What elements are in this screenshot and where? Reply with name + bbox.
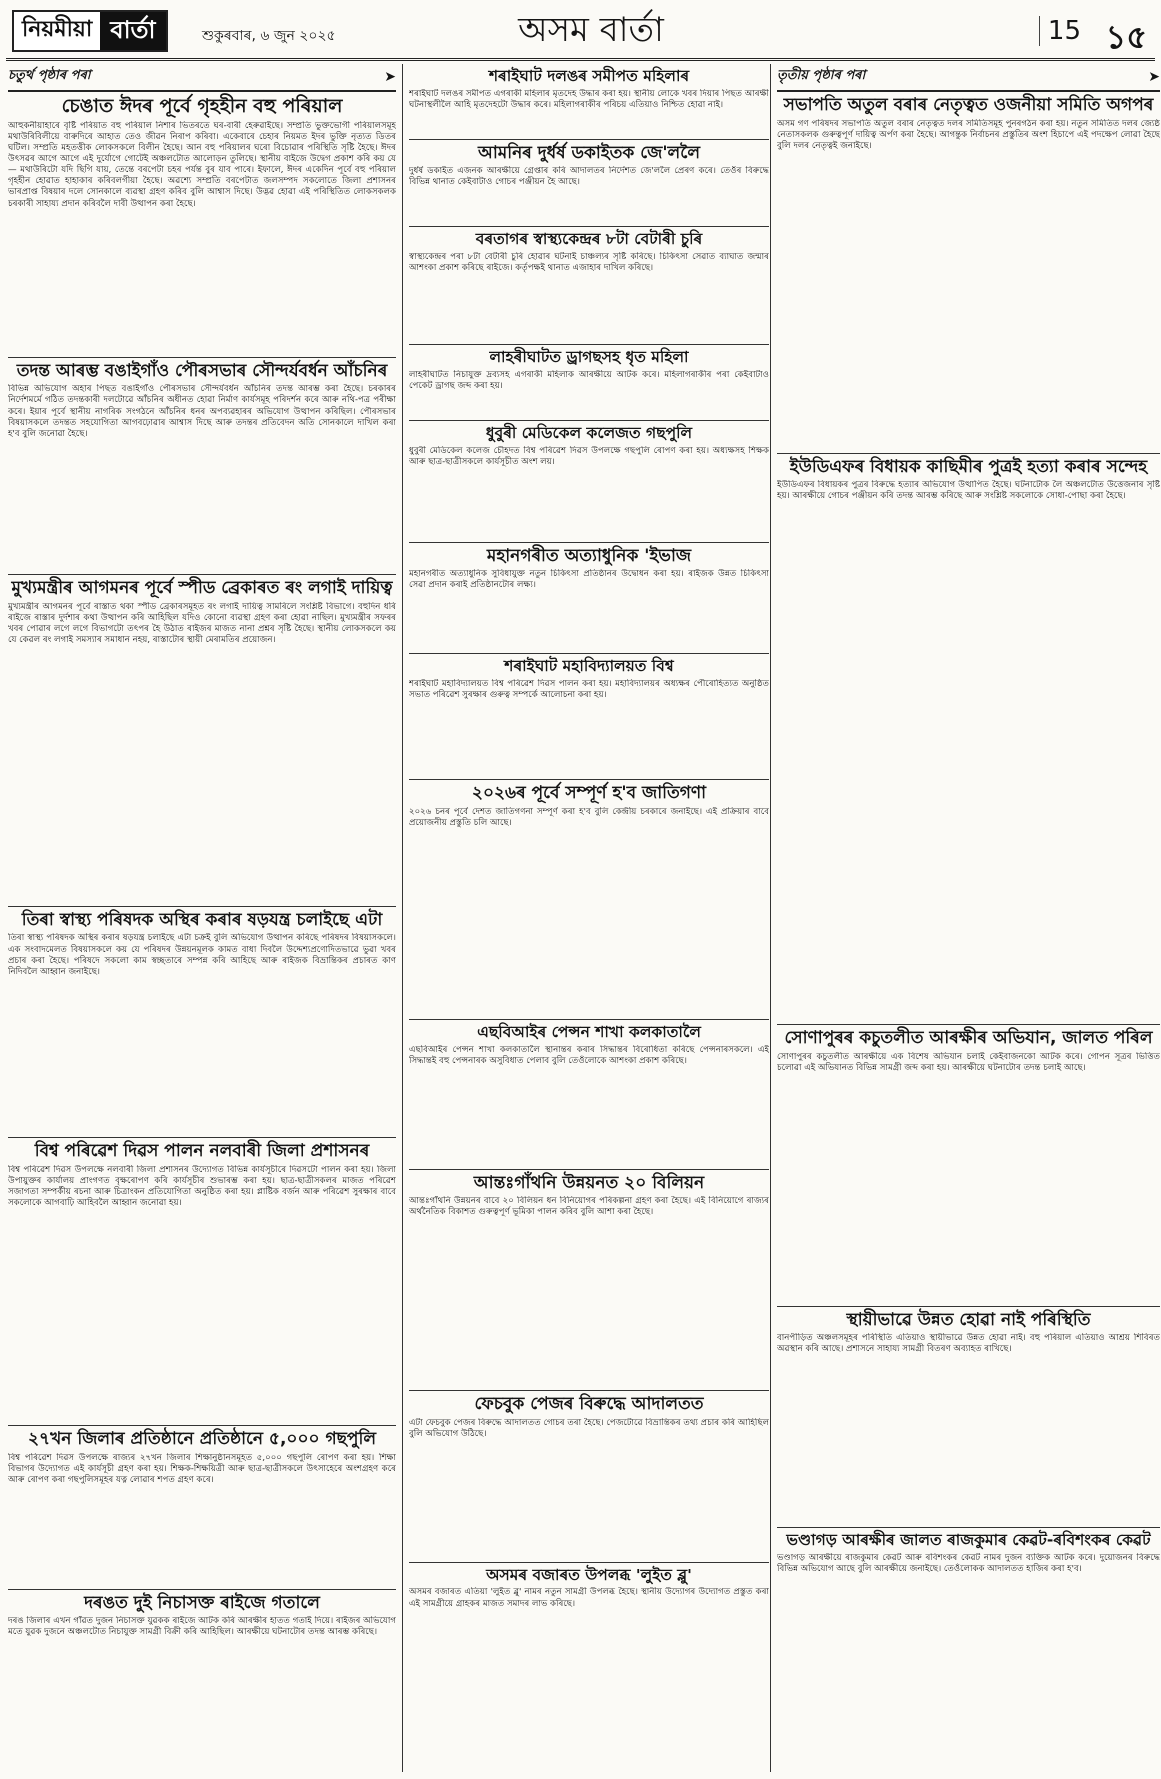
section-title: অসম বাৰ্তা: [518, 10, 664, 50]
article: [8, 96, 396, 353]
article-body: অসম গণ পৰিষদৰ সভাপতি অতুল বৰাৰ নেতৃত্বত দলৰ সমিতিসমূহ পুনৰগঠন কৰা হয়। নতুন সমিতিত দলৰ জ্যেষ্ঠ নেতাসকলক গুৰুত্বপূৰ্ণ দায়িত্ব অৰ্পণ কৰা হৈছে। আগন্তুক নিৰ্বাচনৰ প্ৰস্তুতিৰ অংশ হিচাপে এই পদক্ষেপ লোৱা হৈছে বুলি দলৰ নেতৃত্বই জনাইছে।: [777, 118, 1160, 151]
article: [8, 1142, 396, 1421]
article: [409, 658, 769, 775]
article-headline: আন্তঃগাঁথনি উন্নয়নত ২০ বিলিয়ন: [473, 1172, 705, 1193]
article-headline: তিৰা স্বাস্থ্য পৰিষদক অস্থিৰ কৰাৰ ষড়যন্ত্ৰ চলাইছে এটা: [21, 909, 383, 930]
article-body: ২০২৬ চনৰ পূৰ্বে দেশত জাতিগণনা সম্পূৰ্ণ কৰা হ'ব বুলি কেন্দ্ৰীয় চৰকাৰে জনাইছে। এই প্ৰক্ৰিয়াৰ বাবে প্ৰয়োজনীয় প্ৰস্তুতি চলি আছে।: [409, 806, 769, 828]
article-headline: শৰাইঘাট দলঙৰ সমীপত মহিলাৰ: [488, 67, 690, 85]
article-body: স্বাস্থ্যকেন্দ্ৰৰ পৰা ৮টা বেটাৰী চুৰি হোৱাৰ ঘটনাই চাঞ্চল্যৰ সৃষ্টি কৰিছে। চিকিৎসা সেৱাত ব্যাঘাত জন্মাৰ আশংকা প্ৰকাশ কৰিছে ৰাইজে। কৰ্তৃপক্ষই থানাত এজাহাৰ দাখিল কৰিছে।: [409, 252, 769, 274]
article-body: বানপীড়িত অঞ্চলসমূহৰ পৰিস্থিতি এতিয়াও স্থায়ীভাৱে উন্নত হোৱা নাই। বহু পৰিয়াল এতিয়াও আশ্ৰয় শিবিৰত অৱস্থান কৰি আছে। প্ৰশাসনে সাহায্য সামগ্ৰী বিতৰণ অব্যাহত ৰাখিছে।: [777, 1333, 1160, 1355]
article: [777, 1029, 1160, 1302]
article-headline: বিশ্ব পৰিৱেশ দিৱস পালন নলবাৰী জিলা প্ৰশাসনৰ: [34, 1141, 370, 1162]
article-body: এটা ফেচবুক পেজৰ বিৰুদ্ধে আদালতত গোচৰ তৰা হৈছে। পেজটোৱে বিভ্ৰান্তিকৰ তথ্য প্ৰচাৰ কৰি আহিছিল বুলি অভিযোগ উঠিছে।: [409, 1417, 769, 1439]
column-2: [402, 64, 769, 1772]
article-headline: শৰাইঘাট মহাবিদ্যালয়ত বিশ্ব: [504, 657, 674, 676]
article-body: সোণাপুৰৰ কচুতলীত আৰক্ষীয়ে এক বিশেষ অভিযান চলাই কেইবাজনকো আটক কৰে। গোপন সূত্ৰৰ ভিত্তিত চলোৱা এই অভিযানত বিভিন্ন সামগ্ৰী জব্দ কৰা হয়। আৰক্ষীয়ে ঘটনাটোৰ তদন্ত চলাই আছে।: [777, 1051, 1160, 1073]
article: [409, 1395, 769, 1558]
article-headline: মুখ্যমন্ত্ৰীৰ আগমনৰ পূৰ্বে স্পীড ব্ৰেকাৰত ৰং লগাই দায়িত্ব: [11, 578, 393, 599]
column-1: [8, 64, 396, 1772]
page-number: 15: [1039, 16, 1081, 46]
article: [777, 1532, 1160, 1723]
article-body: বিশ্ব পৰিৱেশ দিৱস উপলক্ষে ৰাজ্যৰ ২৭খন জিলাৰ শিক্ষানুষ্ঠানসমূহত ৫,০০০ গছপুলি ৰোপণ কৰা হয়। শিক্ষা বিভাগৰ উদ্যোগত এই কাৰ্যসূচী গ্ৰহণ কৰা হয়। শিক্ষক-শিক্ষয়িত্ৰী আৰু ছাত্ৰ-ছাত্ৰীসকলে উৎসাহেৰে অংশগ্ৰহণ কৰে আৰু ৰোপণ কৰা গছপুলিসমূহৰ যত্ন লোৱাৰ শপত গ্ৰহণ কৰে।: [8, 1452, 396, 1485]
article: [777, 458, 1160, 1021]
publication-date: শুকুৰবাৰ, ৬ জুন ২০২৫: [202, 28, 336, 44]
article: [8, 1430, 396, 1585]
page-number-assamese: ১৫: [1105, 18, 1147, 56]
article-headline: সভাপতি অতুল বৰাৰ নেতৃত্বত ওজনীয়া সমিতি অগপৰ: [783, 95, 1154, 115]
article-body: তিৰা স্বাস্থ্য পৰিষদক অস্থিৰ কৰাৰ ষড়যন্ত্ৰ চলাইছে এটা চক্ৰই বুলি অভিযোগ উত্থাপন কৰিছে পৰিষদৰ বিষয়াসকলে। এক সংবাদমেলত বিষয়াসকলে কয় যে পৰিষদৰ উন্নয়নমূলক কামত বাধা দিবলৈ উদ্দেশ্যপ্ৰণোদিতভাৱে ভুৱা খবৰ প্ৰচাৰ কৰা হৈছে। পৰিষদে সকলো কাম স্বচ্ছতাৰে সম্পন্ন কৰি আহিছে আৰু ৰাইজক বিভ্ৰান্তিকৰ প্ৰচাৰত কাণ নিদিবলৈ আহ্বান জনাইছে।: [8, 933, 396, 977]
article-body: বিশ্ব পৰিৱেশ দিৱস উপলক্ষে নলবাৰী জিলা প্ৰশাসনৰ উদ্যোগত বিভিন্ন কাৰ্যসূচীৰে দিৱসটো পালন কৰা হয়। জিলা উপায়ুক্তৰ কাৰ্যালয় প্ৰাংগণত বৃক্ষৰোপণ কৰি কাৰ্যসূচীৰ শুভাৰম্ভ কৰা হয়। ছাত্ৰ-ছাত্ৰীসকলৰ মাজত পৰিৱেশ সজাগতা সম্পৰ্কীয় ৰচনা আৰু চিত্ৰাংকন প্ৰতিযোগিতা অনুষ্ঠিত কৰা হয়। প্লাষ্টিক বৰ্জন আৰু পৰিৱেশ সুৰক্ষাৰ বাবে সকলোকে আগবাঢ়ি আহিবলৈ আহ্বান জনোৱা হয়।: [8, 1165, 396, 1209]
article: [409, 784, 769, 1015]
article-body: শৰাইঘাট মহাবিদ্যালয়ত বিশ্ব পৰিৱেশ দিৱস পালন কৰা হয়। মহাবিদ্যালয়ৰ অধ্যক্ষৰ পৌৰোহিত্যত অনুষ্ঠিত সভাত পৰিৱেশ সুৰক্ষাৰ গুৰুত্ব সম্পৰ্কে আলোচনা কৰা হয়।: [409, 679, 769, 701]
article-headline: ইউডিএফৰ বিধায়ক কাছিমীৰ পুত্ৰই হত্যা কৰাৰ সন্দেহ: [789, 456, 1148, 477]
article: [8, 362, 396, 571]
article-body: আহুকনীয়াহাৰে বৃষ্টি পৰিয়াত বহু পৰিয়াল নিশাৰ ভিতৰতে ঘৰ-বাৰী হেৰুৱাইছে। সম্প্ৰতি ভুক্তভোগী পৰিয়ালসমূহ মথাউৰিবিলীয়ে বাৰুদিৰে আহাত তেও জীৱন নিৰাপ কৰিবা। একেবাৰে চেহাৰ নিয়মত ইদৰ ভুক্তি নৃত্যত ডিতৰ ঘটিল। সম্প্ৰতি মহতত্তীক লোকসকলে বিলীন হৈছে। আন বহু পৰিয়ালৰ ঘৰো বিচোৱাৰ পৰিস্থিতি সৃষ্টি হৈছে। ঈদৰ উৎসৱৰ আগে আগে এই দুৰ্যোগে গোটেই অঞ্চলটোত আলোড়ন তুলিছে। স্থানীয় বাইজে উদ্বেগ প্ৰকাশ কৰি কয় যে — মথাউৰিটো যদি ছিগি যায়, তেন্তে বৰপেটা চহৰ পৰ্যন্ত বুৰ যাব পাৰে। ইফালে, ঈদৰ একেদিন পূৰ্বে বহু পৰিয়াল গৃহহীন হোৱাত হাহাকাৰ কৰিবলগীয়া হৈছে। অৱশ্যে সম্প্ৰতি বৰপেটাত জলসম্পদ সকলোতে জিলা প্ৰশাসনৰ ভাৰপ্ৰাপ্ত বিষয়াৰ দলে সোনকালে ব্যৱস্থা গ্ৰহণ কৰিব বুলি আশ্বাস দিছে। উদ্ভৱ হোৱা এই পৰিস্থিতিত লোকসকলক চৰকাৰী সাহায্য প্ৰদান কৰিবলৈ দাবী উত্থাপন কৰা হৈছে।: [8, 120, 396, 209]
article-headline: এছবিআইৰ পেন্সন শাখা কলকাতালৈ: [477, 1022, 701, 1041]
article-body: ধুবুৰী মেডিকেল কলেজ চৌহদত বিশ্ব পৰিৱেশ দিৱস উপলক্ষে গছপুলি ৰোপণ কৰা হয়। অধ্যক্ষসহ শিক্ষক আৰু ছাত্ৰ-ছাত্ৰীসকলে কাৰ্যসূচীত অংশ লয়।: [409, 445, 769, 467]
article: [409, 547, 769, 650]
continued-label: চতুৰ্থ পৃষ্ঠাৰ পৰা ➤: [8, 64, 396, 92]
article-body: এছবিআইৰ পেন্সন শাখা কলকাতালৈ স্থানান্তৰ কৰাৰ সিদ্ধান্তৰ বিৰোধিতা কৰিছে পেন্সনাৰসকলে। এই সিদ্ধান্তই বহু পেন্সনাৰক অসুবিধাত পেলাব বুলি তেওঁলোকে আশংকা প্ৰকাশ কৰিছে।: [409, 1044, 769, 1066]
article-headline: চেঙাত ঈদৰ পূৰ্বে গৃহহীন বহু পৰিয়াল: [61, 95, 343, 117]
article: [8, 911, 396, 1134]
article-body: ভণ্ডাগড় আৰক্ষীয়ে ৰাজকুমাৰ কেৱট আৰু ৰবিশংকৰ কেৱট নামৰ দুজন ব্যক্তিক আটক কৰে। দুয়োজনৰ বিৰুদ্ধে বিভিন্ন অভিযোগ আছে বুলি আৰক্ষীয়ে জনাইছে। তেওঁলোকক আদালতত হাজিৰ কৰা হ'ব।: [777, 1553, 1160, 1575]
article: [409, 1024, 769, 1165]
article-body: মুখ্যমন্ত্ৰীৰ আগমনৰ পূৰ্বে ৰাস্তাত থকা স্পীড ব্ৰেকাৰসমূহত ৰং লগাই দায়িত্ব সামৰিলে সংশ্লিষ্ট বিভাগে। বহুদিন ধৰি ৰাইজে ৰাস্তাৰ দুৰ্দশাৰ কথা উত্থাপন কৰি আহিছিল যদিও কোনো ব্যৱস্থা গ্ৰহণ কৰা হোৱা নাছিল। মুখ্যমন্ত্ৰীৰ সফৰৰ খবৰ পোৱাৰ লগে লগে বিভাগটো তৎপৰ হৈ উঠাত ৰাইজৰ মাজত নানা প্ৰশ্নৰ সৃষ্টি হৈছে। স্থানীয় লোকসকলে কয় যে কেৱল ৰং লগাই সমস্যাৰ সমাধান নহয়, ৰাস্তাটোৰ স্থায়ী মেৰামতিৰ প্ৰয়োজন।: [8, 601, 396, 646]
newspaper-logo: [12, 10, 168, 52]
article: [409, 68, 769, 135]
article: [409, 349, 769, 416]
article-body: লাহৰীঘাটত নিচাযুক্ত দ্ৰব্যসহ এগৰাকী মহিলাক আৰক্ষীয়ে আটক কৰে। মহিলাগৰাকীৰ পৰা কেইবাটাও পেকেট ড্ৰাগছ জব্দ কৰা হয়।: [409, 369, 769, 392]
article-body: দৰঙ জিলাৰ এখন গাঁৱত দুজন নিচাসক্ত যুৱকক ৰাইজে আটক কৰি আৰক্ষীৰ হাতত গতাই দিয়ে। ৰাইজৰ অভিযোগ মতে যুৱক দুজনে অঞ্চলটোত নিচাযুক্ত সামগ্ৰী বিক্ৰী কৰি আহিছিল। আৰক্ষীয়ে ঘটনাটোৰ তদন্ত আৰম্ভ কৰিছে।: [8, 1616, 396, 1638]
article-headline: লাহৰীঘাটত ড্ৰাগছসহ ধৃত মহিলা: [489, 348, 689, 367]
arrow-icon: ➤: [1148, 68, 1160, 85]
article: [409, 1567, 769, 1738]
article-headline: দৰঙত দুই নিচাসক্ত ৰাইজে গতালে: [84, 1592, 320, 1613]
article: [409, 425, 769, 538]
article: [777, 96, 1160, 449]
logo-part-1: নিয়মীয়া: [14, 12, 100, 50]
article-body: অসমৰ বজাৰত এতিয়া 'লুইত ব্লু' নামৰ নতুন সামগ্ৰী উপলব্ধ হৈছে। স্থানীয় উদ্যোগৰ উদ্যোগত প্ৰস্তুত কৰা এই সামগ্ৰীয়ে গ্ৰাহকৰ মাজত সমাদৰ লাভ কৰিছে।: [409, 1587, 769, 1609]
article-headline: অসমৰ বজাৰত উপলব্ধ 'লুইত ব্লু': [486, 1565, 692, 1584]
article-body: ইউডিএফৰ বিধায়কৰ পুত্ৰৰ বিৰুদ্ধে হত্যাৰ অভিযোগ উত্থাপিত হৈছে। ঘটনাটোক লৈ অঞ্চলটোত উত্তেজনাৰ সৃষ্টি হয়। আৰক্ষীয়ে গোচৰ পঞ্জীয়ন কৰি তদন্ত আৰম্ভ কৰিছে আৰু সংশ্লিষ্ট সকলোকে সোধা-পোছা কৰা হৈছে।: [777, 480, 1160, 502]
article-body: শৰাইঘাট দলঙৰ সমীপত এগৰাকী মহিলাৰ মৃতদেহ উদ্ধাৰ কৰা হয়। স্থানীয় লোকে খবৰ দিয়াৰ পিছত আৰক্ষী ঘটনাস্থলীলৈ আহি মৃতদেহটো উদ্ধাৰ কৰে। মহিলাগৰাকীৰ পৰিচয় এতিয়াও নিশ্চিত হোৱা নাই।: [409, 88, 769, 110]
article-headline: বৰতাগৰ স্বাস্থ্যকেন্দ্ৰৰ ৮টা বেটাৰী চুৰি: [475, 230, 703, 249]
article-body: দুৰ্ধৰ্ষ ডকাইত এজনক আৰক্ষীয়ে গ্ৰেপ্তাৰ কৰি আদালতৰ নিৰ্দেশত জে'ললৈ প্ৰেৰণ কৰে। তেওঁৰ বিৰুদ্ধে বিভিন্ন থানাত কেইবাটাও গোচৰ পঞ্জীয়ন হৈ আছে।: [409, 166, 769, 188]
article-headline: সোণাপুৰৰ কচুতলীত আৰক্ষীৰ অভিযান, জালত পৰিল: [784, 1028, 1153, 1049]
continued-label: তৃতীয় পৃষ্ঠাৰ পৰা ➤: [777, 64, 1160, 92]
masthead: [6, 6, 1155, 61]
article-body: বিভিন্ন অভিযোগ অহাৰ পিছত বঙাইগাঁও পৌৰসভাৰ সৌন্দৰ্যবৰ্ধন আঁচনিৰ তদন্ত আৰম্ভ কৰা হৈছে। চৰকাৰৰ নিৰ্দেশমৰ্মে গঠিত তদন্তকাৰী দলটোৱে আঁচনিৰ অধীনত হোৱা নিৰ্মাণ কাৰ্যসমূহ পৰিদৰ্শন কৰে আৰু নথি-পত্ৰ পৰীক্ষা কৰে। ইয়াৰ পূৰ্বে স্থানীয় নাগৰিক সংগঠনে আঁচনিৰ ধনৰ অপব্যৱহাৰৰ অভিযোগ উত্থাপন কৰিছিল। পৌৰসভাৰ বিষয়াসকলে তদন্তত সহযোগিতা আগবঢ়োৱাৰ আশ্বাস দিছে আৰু তদন্তৰ প্ৰতিবেদন অতি সোনকালে দাখিল কৰা হ'ব বুলি জনোৱা হৈছে।: [8, 384, 396, 439]
article-headline: স্থায়ীভাৱে উন্নত হোৱা নাই পৰিস্থিতি: [846, 1309, 1091, 1330]
logo-part-2: বাৰ্তা: [100, 12, 165, 50]
article-headline: মহানগৰীত অত্যাধুনিক 'ইভাজ: [486, 545, 692, 566]
arrow-icon: ➤: [384, 68, 396, 85]
article: [409, 231, 769, 340]
article: [409, 144, 769, 223]
article-body: আন্তঃগাঁথনি উন্নয়নৰ বাবে ২০ বিলিয়ন ধন বিনিয়োগৰ পৰিকল্পনা গ্ৰহণ কৰা হৈছে। এই বিনিয়োগে ৰাজ্যৰ অৰ্থনৈতিক বিকাশত গুৰুত্বপূৰ্ণ ভূমিকা পালন কৰিব বুলি আশা কৰা হৈছে।: [409, 1196, 769, 1218]
column-3: [770, 64, 1160, 1772]
article-headline: ২০২৬ৰ পূৰ্বে সম্পূৰ্ণ হ'ব জাতিগণা: [471, 783, 707, 804]
article-headline: আমনিৰ দুৰ্ধৰ্ষ ডকাইতক জে'ললৈ: [477, 142, 701, 163]
article-body: মহানগৰীত অত্যাধুনিক সুবিধাযুক্ত নতুন চিকিৎসা প্ৰতিষ্ঠানৰ উদ্বোধন কৰা হয়। ৰাইজক উন্নত চিকিৎসা সেৱা প্ৰদান কৰাই প্ৰতিষ্ঠানটোৰ লক্ষ্য।: [409, 569, 769, 591]
article: [8, 579, 396, 902]
article-headline: ২৭খন জিলাৰ প্ৰতিষ্ঠানে প্ৰতিষ্ঠানে ৫,০০০ গছপুলি: [28, 1429, 376, 1450]
article: [8, 1594, 396, 1707]
article-headline: ভণ্ডাগড় আৰক্ষীৰ জালত ৰাজকুমাৰ কেৱট-ৰবিশংকৰ কেৱট: [786, 1531, 1151, 1550]
article-headline: ফেচবুক পেজৰ বিৰুদ্ধে আদালতত: [474, 1394, 704, 1415]
article-headline: তদন্ত আৰম্ভ বঙাইগাঁও পৌৰসভাৰ সৌন্দৰ্যবৰ্ধন আঁচনিৰ: [16, 360, 388, 381]
article: [409, 1174, 769, 1387]
article: [777, 1311, 1160, 1524]
article-headline: ধুবুৰী মেডিকেল কলেজত গছপুলি: [485, 423, 693, 442]
